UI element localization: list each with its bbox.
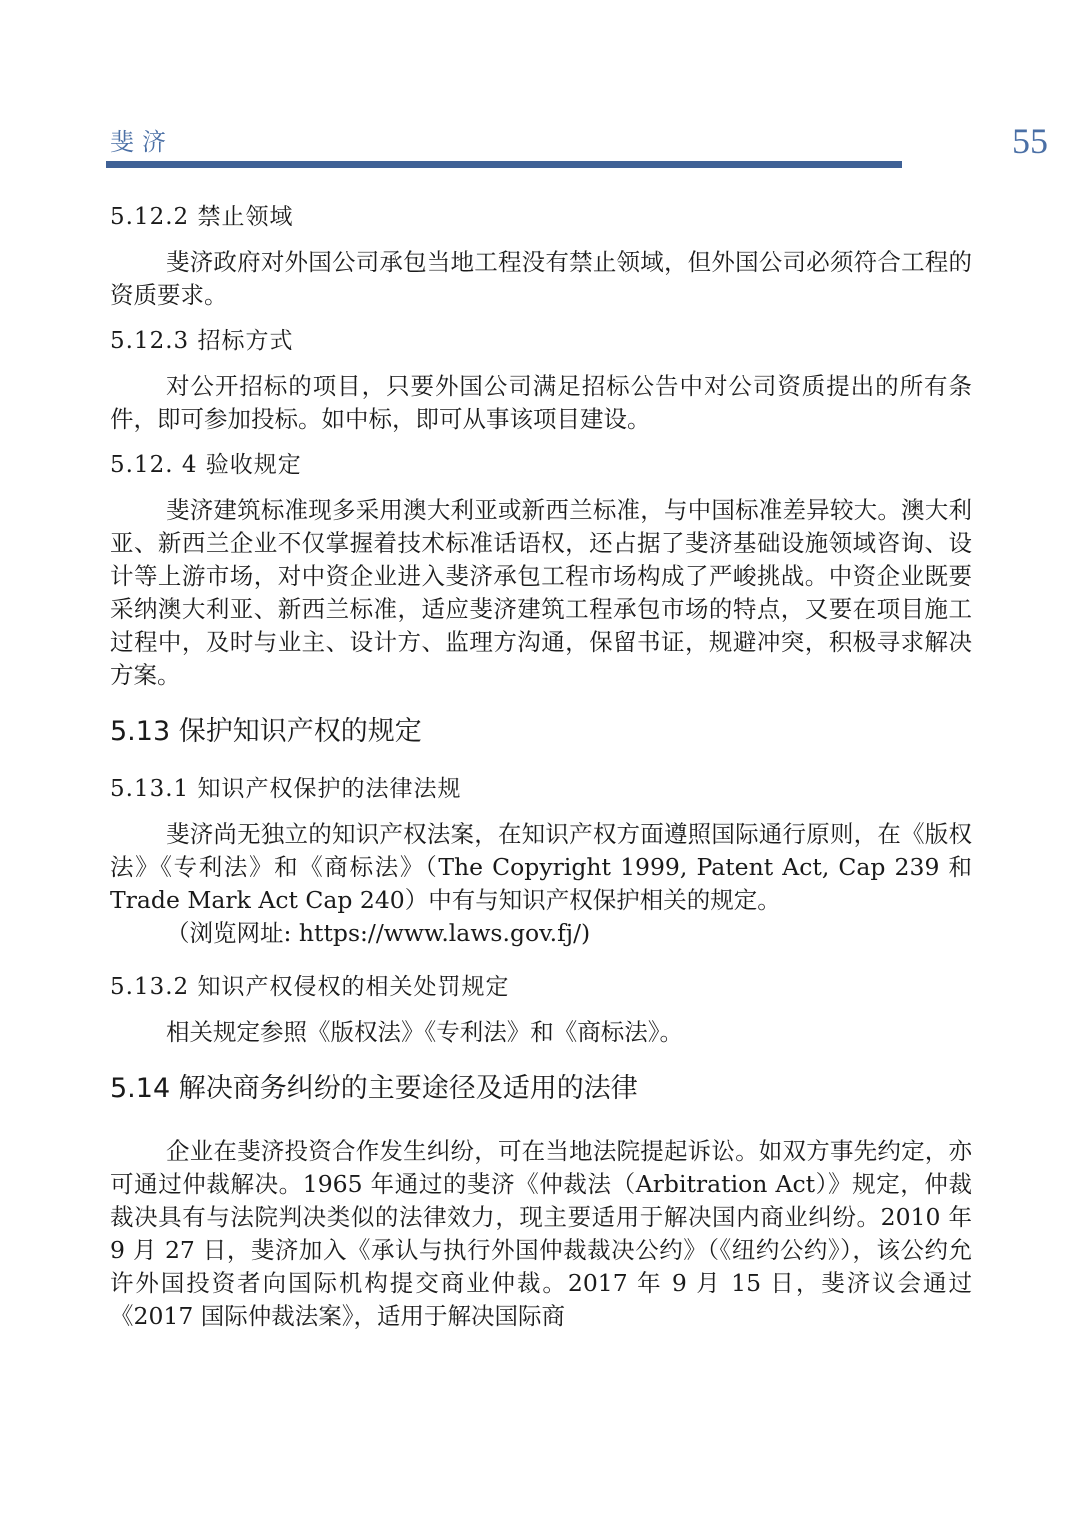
paragraph-5-13-1: 斐济尚无独立的知识产权法案，在知识产权方面遵照国际通行原则，在《版权法》《专利法》和《商标法》（The Copyright 1999, Patent Act, Cap 239 和 Trade Mark Act Cap 240）中有与知识产权保护相关的规定。 xyxy=(110,820,972,914)
section-heading-5-13: 5.13 保护知识产权的规定 xyxy=(110,716,422,747)
url-line-5-13-1: （浏览网址: https://www.laws.gov.fj/) xyxy=(166,919,591,947)
section-heading-5-12-2: 5.12.2 禁止领域 xyxy=(110,204,294,230)
paragraph-5-12-3: 对公开招标的项目，只要外国公司满足招标公告中对公司资质提出的所有条件，即可参加投标。如中标，即可从事该项目建设。 xyxy=(110,372,972,433)
page-content xyxy=(110,200,972,1333)
paragraph-5-14: 企业在斐济投资合作发生纠纷，可在当地法院提起诉讼。如双方事先约定，亦可通过仲裁解决。1965 年通过的斐济《仲裁法（Arbitration Act）》规定，仲裁裁决具有与法院判决类似的法律效力，现主要适用于解决国内商业纠纷。2010 年 9 月 27 日，斐济加入《承认与执行外国仲裁裁决公约》（《纽约公约》），该公约允许外国投资者向国际机构提交商业仲裁。2017 年 9 月 15 日，斐济议会通过《2017 国际仲裁法案》，适用于解决国际商 xyxy=(110,1137,972,1330)
running-header-title: 斐济 xyxy=(110,128,174,156)
paragraph-5-12-4: 斐济建筑标准现多采用澳大利亚或新西兰标准，与中国标准差异较大。澳大利亚、新西兰企业不仅掌握着技术标准话语权，还占据了斐济基础设施领域咨询、设计等上游市场，对中资企业进入斐济承包工程市场构成了严峻挑战。中资企业既要采纳澳大利亚、新西兰标准，适应斐济建筑工程承包市场的特点，又要在项目施工过程中，及时与业主、设计方、监理方沟通，保留书证，规避冲突，积极寻求解决方案。 xyxy=(110,496,972,689)
page-number: 55 xyxy=(1012,121,1048,161)
paragraph-5-12-2: 斐济政府对外国公司承包当地工程没有禁止领域，但外国公司必须符合工程的资质要求。 xyxy=(110,248,972,309)
section-heading-5-12-3: 5.12.3 招标方式 xyxy=(110,328,294,354)
section-heading-5-12-4: 5.12. 4 验收规定 xyxy=(110,452,302,478)
paragraph-5-13-2: 相关规定参照《版权法》《专利法》和《商标法》。 xyxy=(166,1018,683,1046)
header-rule xyxy=(106,161,902,168)
section-heading-5-14: 5.14 解决商务纠纷的主要途径及适用的法律 xyxy=(110,1073,638,1104)
section-heading-5-13-2: 5.13.2 知识产权侵权的相关处罚规定 xyxy=(110,974,510,1000)
section-heading-5-13-1: 5.13.1 知识产权保护的法律法规 xyxy=(110,776,462,802)
